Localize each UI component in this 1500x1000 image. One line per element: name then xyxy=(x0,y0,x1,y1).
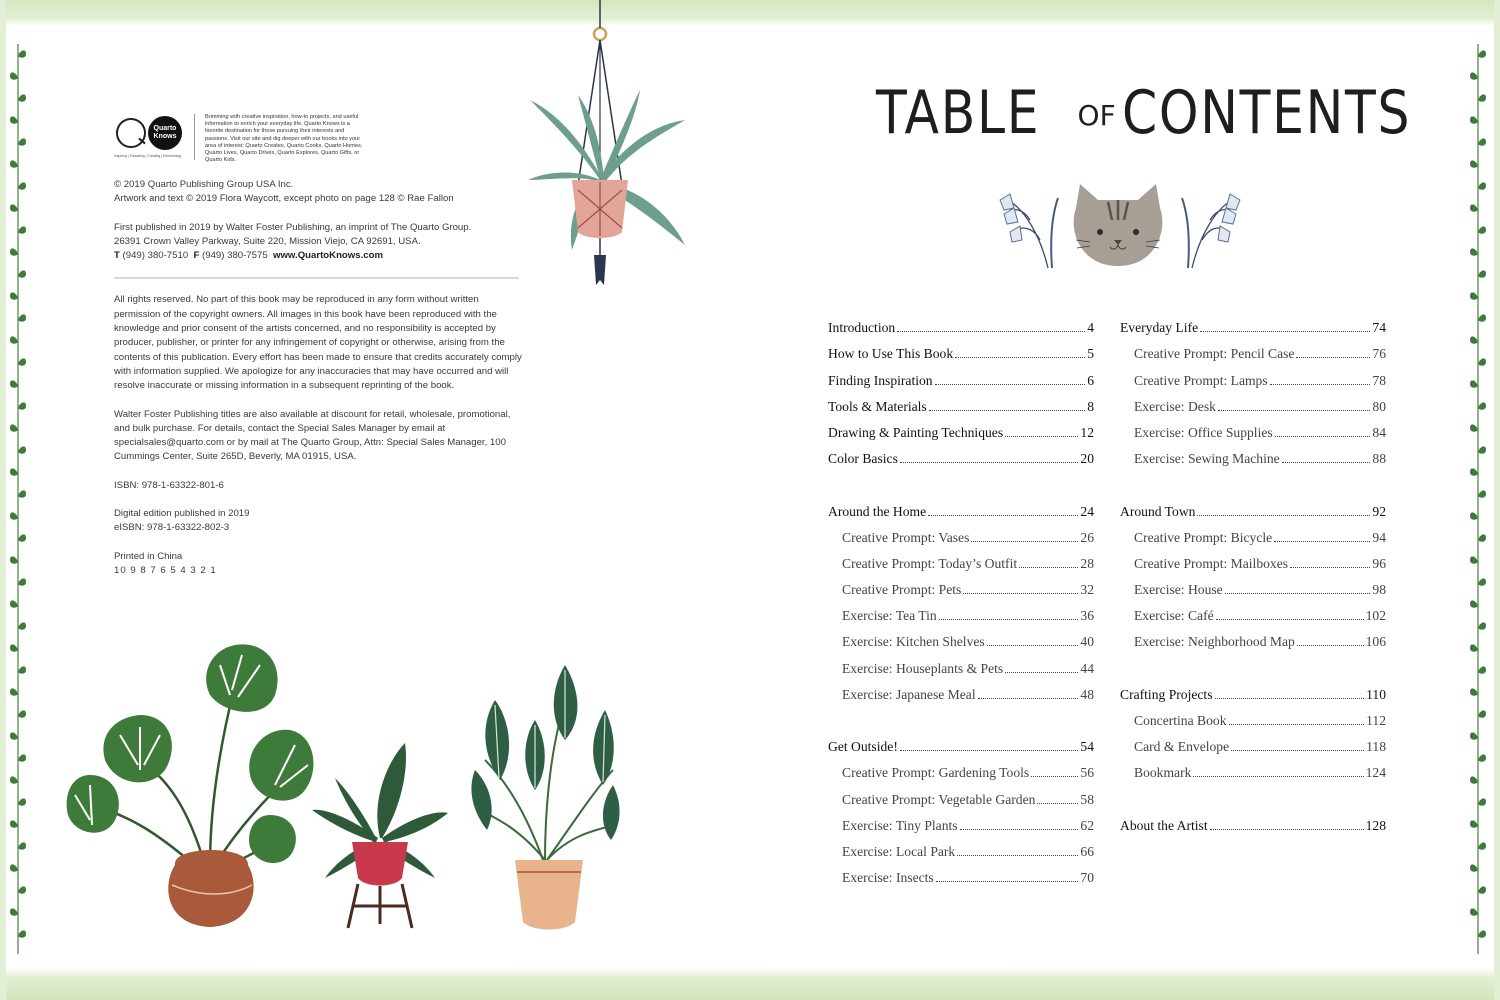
dot-leader xyxy=(1005,672,1078,673)
toc-entry-page: 118 xyxy=(1366,739,1386,755)
dot-leader xyxy=(1037,803,1078,804)
vine-leaf-icon xyxy=(1478,754,1486,761)
toc-entry-title: Creative Prompt: Gardening Tools xyxy=(842,765,1030,781)
toc-entry-page: 54 xyxy=(1080,739,1094,755)
dot-leader xyxy=(1216,619,1364,620)
toc-entry-title: Exercise: Desk xyxy=(1134,398,1216,414)
vine-leaf-icon xyxy=(10,248,18,255)
vine-leaf-icon xyxy=(10,908,18,915)
print-info xyxy=(114,550,524,579)
dot-leader xyxy=(897,331,1085,332)
toc-entry-title: Bookmark xyxy=(1134,765,1192,781)
toc-entry-title: Creative Prompt: Bicycle xyxy=(1134,529,1273,545)
vine-leaf-icon xyxy=(18,754,26,761)
toc-entry-title: How to Use This Book xyxy=(828,346,954,362)
toc-title-table: TABLE xyxy=(876,78,1041,148)
vine-leaf-icon xyxy=(10,424,18,431)
toc-entry xyxy=(1120,415,1386,441)
toc-entry xyxy=(828,362,1094,388)
toc-entry-page: 74 xyxy=(1372,320,1386,336)
dot-leader xyxy=(928,515,1078,516)
toc-entry-title: Exercise: Japanese Meal xyxy=(842,686,976,702)
dot-leader xyxy=(1290,567,1370,568)
toc-entry xyxy=(1120,598,1386,624)
toc-entry-title: Tools & Materials xyxy=(828,398,927,414)
dot-leader xyxy=(1282,462,1371,463)
toc-entry-title: Exercise: House xyxy=(1134,582,1223,598)
hanging-fern-icon xyxy=(520,0,695,290)
vine-leaf-icon xyxy=(1478,534,1486,541)
vine-leaf-icon xyxy=(10,336,18,343)
toc-entry xyxy=(1120,703,1386,729)
toc-entry xyxy=(828,389,1094,415)
toc-entry-page: 5 xyxy=(1087,346,1094,362)
logo-divider xyxy=(194,114,195,160)
vine-leaf-icon xyxy=(10,204,18,211)
toc-entry-title: Exercise: Insects xyxy=(842,870,934,886)
rights-text: All rights reserved. No part of this book may be reproduced in any form without written permission of the copyright owners. All images in this book have been reproduced with the knowledge and prior consent of the artists concerned, and no responsibility is accepted by producer, publisher, or printer for any infringement of copyright or otherwise, arising from the contents of this publication. Every effort has been made to ensure that credits accurately comply with information supplied. We apologize for any inaccuracies that may have occurred and will resolve inaccurate or missing information in a subsequent reprinting of the book. xyxy=(114,294,522,392)
toc-entry-title: Color Basics xyxy=(828,451,898,467)
special-sales xyxy=(114,408,524,465)
isbn: ISBN: 978-1-63322-801-6 xyxy=(114,479,224,491)
toc-entry-page: 88 xyxy=(1372,451,1386,467)
toc-entry xyxy=(828,834,1094,860)
contact-line xyxy=(114,249,524,263)
vine-leaf-icon xyxy=(1478,842,1486,849)
vine-leaf-icon xyxy=(18,710,26,717)
toc-entry xyxy=(828,520,1094,546)
toc-title-contents: CONTENTS xyxy=(1121,78,1411,148)
toc-title xyxy=(876,78,1411,148)
copyright-page xyxy=(114,114,524,578)
dot-leader xyxy=(929,410,1085,411)
vine-leaf-icon xyxy=(18,270,26,277)
toc-entry-page: 66 xyxy=(1080,843,1094,859)
vine-leaf-icon xyxy=(1470,204,1478,211)
toc-entry xyxy=(828,415,1094,441)
toc-entry xyxy=(1120,389,1386,415)
vine-leaf-icon xyxy=(1478,622,1486,629)
vine-leaf-icon xyxy=(18,798,26,805)
toc-entry-title: Exercise: Office Supplies xyxy=(1134,424,1273,440)
toc-entry-title: Exercise: Sewing Machine xyxy=(1134,451,1280,467)
vine-leaf-icon xyxy=(1478,270,1486,277)
toc-entry-page: 76 xyxy=(1372,346,1386,362)
phone-label: T xyxy=(114,250,120,262)
toc-entry-page: 36 xyxy=(1080,608,1094,624)
vine-leaf-icon xyxy=(1478,666,1486,673)
dot-leader xyxy=(1218,410,1370,411)
vine-leaf-icon xyxy=(1478,358,1486,365)
cat-face-icon xyxy=(980,180,1260,272)
dot-leader xyxy=(1215,698,1365,699)
toc-entry-page: 102 xyxy=(1365,608,1386,624)
left-leaf-vine-icon xyxy=(8,44,28,954)
toc-entry-title: Creative Prompt: Today’s Outfit xyxy=(842,555,1018,571)
vine-leaf-icon xyxy=(1478,138,1486,145)
vine-leaf-icon xyxy=(1470,292,1478,299)
sales-text: Walter Foster Publishing titles are also available at discount for retail, wholesale, promotional, and bulk purchase. For details, contact the Special Sales Manager by email at specialsales@quarto.com or by mail at The Quarto Group, Attn: Special Sales Manager, 100 Cummings Center, Suite 265D, Beverly, MA 01915, USA. xyxy=(114,408,511,463)
dot-leader xyxy=(1193,776,1363,777)
vine-leaf-icon xyxy=(10,600,18,607)
publisher-address: 26391 Crown Valley Parkway, Suite 220, Mission Viejo, CA 92691, USA. xyxy=(114,235,421,247)
vine-leaf-icon xyxy=(1470,864,1478,871)
vine-leaf-icon xyxy=(10,292,18,299)
toc-entry-title: About the Artist xyxy=(1120,817,1208,833)
toc-entry xyxy=(1120,729,1386,755)
toc-entry-page: 94 xyxy=(1372,529,1386,545)
dot-leader xyxy=(900,462,1079,463)
toc-entry-page: 96 xyxy=(1372,555,1386,571)
toc-entry-page: 110 xyxy=(1366,686,1386,702)
vine-leaf-icon xyxy=(10,644,18,651)
toc-entry-title: Creative Prompt: Lamps xyxy=(1134,372,1268,388)
vine-leaf-icon xyxy=(1470,732,1478,739)
toc-entry-page: 70 xyxy=(1080,870,1094,886)
vine-leaf-icon xyxy=(1478,710,1486,717)
dot-leader xyxy=(1210,829,1364,830)
toc-entry-title: Exercise: Café xyxy=(1134,608,1214,624)
top-watercolor-edge xyxy=(0,0,1500,26)
toc-entry xyxy=(1120,808,1386,834)
eisbn: eISBN: 978-1-63322-802-3 xyxy=(114,522,230,534)
dot-leader xyxy=(957,855,1078,856)
vine-leaf-icon xyxy=(18,446,26,453)
toc-entry-page: 6 xyxy=(1087,372,1094,388)
toc-entry-page: 20 xyxy=(1080,451,1094,467)
toc-entry-page: 58 xyxy=(1080,791,1094,807)
vine-leaf-icon xyxy=(1470,644,1478,651)
vine-leaf-icon xyxy=(10,820,18,827)
toc-entry-page: 8 xyxy=(1087,398,1094,414)
vine-leaf-icon xyxy=(1478,94,1486,101)
vine-leaf-icon xyxy=(18,50,26,57)
toc-entry-title: Exercise: Tea Tin xyxy=(842,608,937,624)
toc-entry xyxy=(828,729,1094,755)
vine-leaf-icon xyxy=(1478,578,1486,585)
vine-leaf-icon xyxy=(10,72,18,79)
vine-leaf-icon xyxy=(18,94,26,101)
toc-entry-title: Introduction xyxy=(828,320,896,336)
vine-leaf-icon xyxy=(10,688,18,695)
vine-leaf-icon xyxy=(1470,820,1478,827)
toc-entry xyxy=(1120,755,1386,781)
dot-leader xyxy=(1005,436,1078,437)
first-published: First published in 2019 by Walter Foster Publishing, an imprint of The Quarto Group. xyxy=(114,221,472,233)
vine-leaf-icon xyxy=(18,534,26,541)
toc-entry xyxy=(1120,677,1386,703)
vine-leaf-icon xyxy=(1470,160,1478,167)
toc-entry xyxy=(828,755,1094,781)
vine-leaf-icon xyxy=(1470,424,1478,431)
toc-entry-title: Creative Prompt: Vegetable Garden xyxy=(842,791,1036,807)
toc-entry-page: 56 xyxy=(1080,765,1094,781)
dot-leader xyxy=(1297,645,1364,646)
toc-entry-title: Exercise: Neighborhood Map xyxy=(1134,634,1295,650)
toc-entry-page: 92 xyxy=(1372,503,1386,519)
printer-line: 10 9 8 7 6 5 4 3 2 1 xyxy=(114,564,217,576)
digital-edition xyxy=(114,507,524,536)
vine-leaf-icon xyxy=(1470,600,1478,607)
toc-entry-title: Creative Prompt: Pencil Case xyxy=(1134,346,1295,362)
toc-entry xyxy=(828,677,1094,703)
dot-leader xyxy=(1296,357,1370,358)
toc-entry-page: 28 xyxy=(1080,555,1094,571)
toc-entry-title: Finding Inspiration xyxy=(828,372,933,388)
toc-entry-title: Exercise: Tiny Plants xyxy=(842,817,958,833)
dot-leader xyxy=(936,881,1079,882)
vine-leaf-icon xyxy=(10,732,18,739)
vine-leaf-icon xyxy=(1478,930,1486,937)
toc-entry xyxy=(1120,624,1386,650)
potted-plant-icon xyxy=(310,738,450,930)
toc-entry-page: 124 xyxy=(1365,765,1386,781)
vine-leaf-icon xyxy=(18,886,26,893)
vine-leaf-icon xyxy=(10,776,18,783)
printed-in: Printed in China xyxy=(114,550,183,562)
dot-leader xyxy=(1229,724,1365,725)
vine-leaf-icon xyxy=(1470,468,1478,475)
vine-leaf-icon xyxy=(10,160,18,167)
dot-leader xyxy=(900,750,1079,751)
dot-leader xyxy=(955,357,1085,358)
vine-leaf-icon xyxy=(10,864,18,871)
toc-entry xyxy=(1120,336,1386,362)
publication-info xyxy=(114,221,524,264)
toc-entry-title: Exercise: Kitchen Shelves xyxy=(842,634,985,650)
logo-text: Quarto Knows xyxy=(148,116,182,150)
vine-leaf-icon xyxy=(18,358,26,365)
toc-entry-title: Everyday Life xyxy=(1120,320,1199,336)
logo-tagline: Inspiring | Educating | Creating | Entertaining xyxy=(114,154,182,158)
toc-entry xyxy=(1120,362,1386,388)
fax-number: (949) 380-7575 xyxy=(202,250,268,262)
right-watercolor-edge xyxy=(1494,0,1500,1000)
toc-entry xyxy=(828,310,1094,336)
toc-entry-page: 26 xyxy=(1080,529,1094,545)
dot-leader xyxy=(1031,776,1078,777)
vine-leaf-icon xyxy=(1478,314,1486,321)
dot-leader xyxy=(1275,436,1371,437)
copyright-notice xyxy=(114,178,524,207)
vine-leaf-icon xyxy=(1478,446,1486,453)
toc-entry-title: Concertina Book xyxy=(1134,713,1227,728)
vine-leaf-icon xyxy=(1478,490,1486,497)
vine-leaf-icon xyxy=(1470,248,1478,255)
toc-entry-page: 128 xyxy=(1365,817,1386,833)
vine-leaf-icon xyxy=(1478,886,1486,893)
section-divider xyxy=(114,277,519,279)
vine-leaf-icon xyxy=(1478,182,1486,189)
alocasia-plant-icon xyxy=(465,660,625,935)
digital-edition-line: Digital edition published in 2019 xyxy=(114,508,250,520)
dot-leader xyxy=(971,541,1078,542)
toc-entry-title: Around Town xyxy=(1120,503,1196,519)
phone-number: (949) 380-7510 xyxy=(122,250,189,262)
toc-entry-title: Creative Prompt: Pets xyxy=(842,582,962,598)
cat-head xyxy=(1074,184,1163,266)
toc-entry xyxy=(1120,441,1386,467)
toc-entry-title: Crafting Projects xyxy=(1120,686,1213,702)
toc-entry-page: 32 xyxy=(1080,582,1094,598)
right-leaf-vine-icon xyxy=(1468,44,1488,954)
vine-leaf-icon xyxy=(18,622,26,629)
dot-leader xyxy=(1274,541,1370,542)
vine-leaf-icon xyxy=(1470,908,1478,915)
toc-entry-page: 12 xyxy=(1080,424,1094,440)
bottom-watercolor-edge xyxy=(0,968,1500,1000)
toc-entry-page: 78 xyxy=(1372,372,1386,388)
dot-leader xyxy=(987,645,1079,646)
vine-leaf-icon xyxy=(18,490,26,497)
vine-leaf-icon xyxy=(18,402,26,409)
dot-leader xyxy=(1225,593,1371,594)
toc-entry xyxy=(828,781,1094,807)
toc-entry xyxy=(828,650,1094,676)
toc-entry-title: Exercise: Local Park xyxy=(842,843,956,859)
toc-entry-page: 40 xyxy=(1080,634,1094,650)
left-watercolor-edge xyxy=(0,0,6,1000)
toc-entry-title: Drawing & Painting Techniques xyxy=(828,424,1004,440)
toc-entry xyxy=(1120,572,1386,598)
toc-entry-page: 98 xyxy=(1372,582,1386,598)
toc-entry-page: 44 xyxy=(1080,660,1094,676)
toc-entry-title: Card & Envelope xyxy=(1134,739,1230,755)
toc-entry xyxy=(828,860,1094,886)
toc-entry xyxy=(1120,520,1386,546)
publisher-header xyxy=(114,114,524,164)
vine-leaf-icon xyxy=(18,138,26,145)
toc-entry-page: 112 xyxy=(1366,713,1386,728)
vine-leaf-icon xyxy=(10,556,18,563)
toc-entry xyxy=(1120,546,1386,572)
vine-leaf-icon xyxy=(18,666,26,673)
dot-leader xyxy=(1200,331,1370,332)
toc-entry-page: 62 xyxy=(1080,817,1094,833)
dot-leader xyxy=(963,593,1078,594)
toc-entry-title: Exercise: Houseplants & Pets xyxy=(842,660,1004,676)
toc-entry xyxy=(828,572,1094,598)
toc-entry xyxy=(828,441,1094,467)
monstera-plant-icon xyxy=(60,635,320,935)
vine-leaf-icon xyxy=(18,226,26,233)
artwork-credit: Artwork and text © 2019 Flora Waycott, except photo on page 128 © Rae Fallon xyxy=(114,193,454,205)
isbn-block xyxy=(114,479,524,493)
toc-entry-page: 106 xyxy=(1365,634,1386,650)
dot-leader xyxy=(1231,750,1364,751)
toc-entry-title: Creative Prompt: Vases xyxy=(842,529,970,545)
dot-leader xyxy=(935,384,1086,385)
toc-title-of: OF xyxy=(1077,99,1116,132)
toc-column-left xyxy=(828,310,1094,886)
toc-entry xyxy=(828,624,1094,650)
vine-leaf-icon xyxy=(10,512,18,519)
dot-leader xyxy=(939,619,1079,620)
toc-entry-page: 80 xyxy=(1372,398,1386,414)
toc-entry xyxy=(828,598,1094,624)
vine-leaf-icon xyxy=(10,468,18,475)
rights-statement xyxy=(114,293,524,393)
dot-leader xyxy=(1019,567,1078,568)
vine-leaf-icon xyxy=(1470,776,1478,783)
vine-leaf-icon xyxy=(10,116,18,123)
dot-leader xyxy=(960,829,1079,830)
toc-entry-title: Creative Prompt: Mailboxes xyxy=(1134,555,1289,571)
vine-leaf-icon xyxy=(10,380,18,387)
toc-entry-page: 48 xyxy=(1080,686,1094,702)
copyright-line: © 2019 Quarto Publishing Group USA Inc. xyxy=(114,179,294,190)
quarto-knows-logo xyxy=(114,114,194,160)
vine-leaf-icon xyxy=(1470,512,1478,519)
vine-leaf-icon xyxy=(18,578,26,585)
website-link: www.QuartoKnows.com xyxy=(273,250,383,262)
toc-entry-title: Around the Home xyxy=(828,503,927,519)
vine-leaf-icon xyxy=(18,182,26,189)
vine-leaf-icon xyxy=(1478,798,1486,805)
vine-leaf-icon xyxy=(1470,116,1478,123)
vine-leaf-icon xyxy=(1470,72,1478,79)
vine-leaf-icon xyxy=(1478,226,1486,233)
vine-leaf-icon xyxy=(1478,50,1486,57)
toc-entry-page: 84 xyxy=(1372,424,1386,440)
toc-entry xyxy=(1120,493,1386,519)
toc-entry xyxy=(828,336,1094,362)
dot-leader xyxy=(1197,515,1370,516)
toc-entry-page: 24 xyxy=(1080,503,1094,519)
vine-leaf-icon xyxy=(1470,380,1478,387)
vine-leaf-icon xyxy=(1478,402,1486,409)
toc-entry xyxy=(828,808,1094,834)
dot-leader xyxy=(1270,384,1371,385)
vine-leaf-icon xyxy=(18,314,26,321)
vine-leaf-icon xyxy=(1470,556,1478,563)
dot-leader xyxy=(978,698,1079,699)
toc-entry-page: 4 xyxy=(1087,320,1094,336)
toc-column-right xyxy=(1120,310,1386,834)
toc-entry xyxy=(828,546,1094,572)
vine-leaf-icon xyxy=(1470,688,1478,695)
vine-leaf-icon xyxy=(18,842,26,849)
vine-leaf-icon xyxy=(18,930,26,937)
toc-entry-title: Get Outside! xyxy=(828,739,898,755)
toc-entry xyxy=(828,493,1094,519)
toc-entry xyxy=(1120,310,1386,336)
fax-label: F xyxy=(193,250,200,262)
vine-leaf-icon xyxy=(1470,336,1478,343)
publisher-blurb: Brimming with creative inspiration, how-to projects, and useful information to enrich your everyday life, Quarto Knows is a favorite destination for those pursuing their interests and passions. Visit our site and dig deeper with our books into your area of interest: Quarto Creates, Quarto Cooks, Quarto Homes, Quarto Lives, Quarto Drives, Quarto Explores, Quarto Gifts, or Quarto Kids. xyxy=(205,114,363,164)
